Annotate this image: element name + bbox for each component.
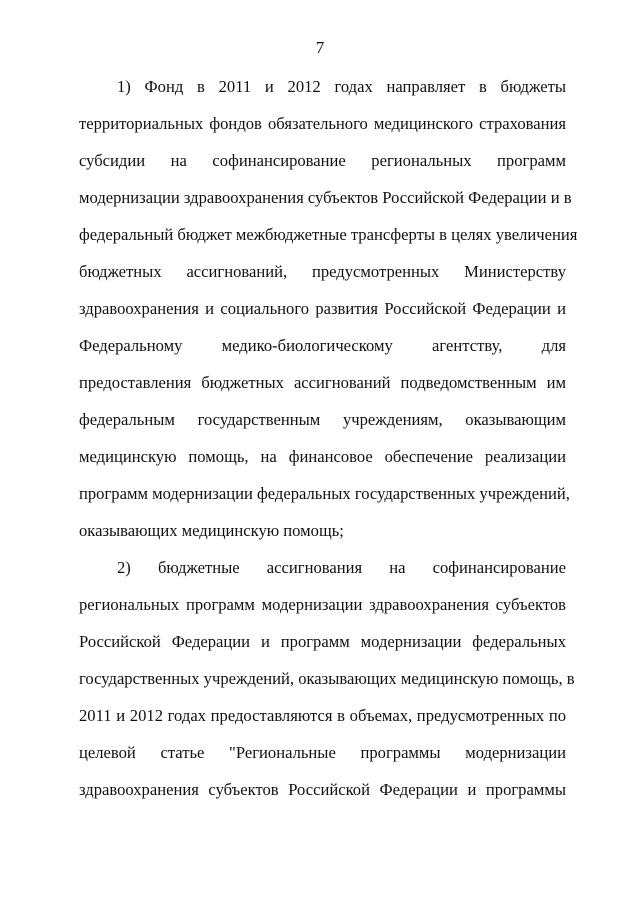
text-line: территориальных фондов обязательного медицинского страхования	[79, 114, 566, 133]
text-line: здравоохранения субъектов Российской Федерации и программы	[79, 780, 566, 799]
text-line: оказывающих медицинскую помощь;	[79, 521, 344, 540]
text-line: субсидии на софинансирование региональных программ	[79, 151, 566, 170]
text-line: здравоохранения и социального развития Российской Федерации и	[79, 299, 566, 318]
text-line: 1) Фонд в 2011 и 2012 годах направляет в бюджеты	[117, 77, 566, 96]
text-line: федеральным государственным учреждениям, оказывающим	[79, 410, 566, 429]
text-line: программ модернизации федеральных государственных учреждений,	[79, 484, 570, 503]
text-line: региональных программ модернизации здравоохранения субъектов	[79, 595, 566, 614]
text-line: целевой статье "Региональные программы модернизации	[79, 743, 566, 762]
text-line: 2011 и 2012 годах предоставляются в объемах, предусмотренных по	[79, 706, 566, 725]
text-line: федеральный бюджет межбюджетные трансферты в целях увеличения	[79, 225, 578, 244]
text-line: бюджетных ассигнований, предусмотренных Министерству	[79, 262, 566, 281]
text-line: Российской Федерации и программ модернизации федеральных	[79, 632, 566, 651]
text-line: предоставления бюджетных ассигнований подведомственным им	[79, 373, 566, 392]
text-line: 2) бюджетные ассигнования на софинансирование	[117, 558, 566, 577]
text-line: Федеральному медико-биологическому агентству, для	[79, 336, 566, 355]
text-line: модернизации здравоохранения субъектов Российской Федерации и в	[79, 188, 572, 207]
page-number: 7	[315, 38, 325, 57]
text-line: государственных учреждений, оказывающих медицинскую помощь, в	[79, 669, 575, 688]
text-line: медицинскую помощь, на финансовое обеспечение реализации	[79, 447, 566, 466]
